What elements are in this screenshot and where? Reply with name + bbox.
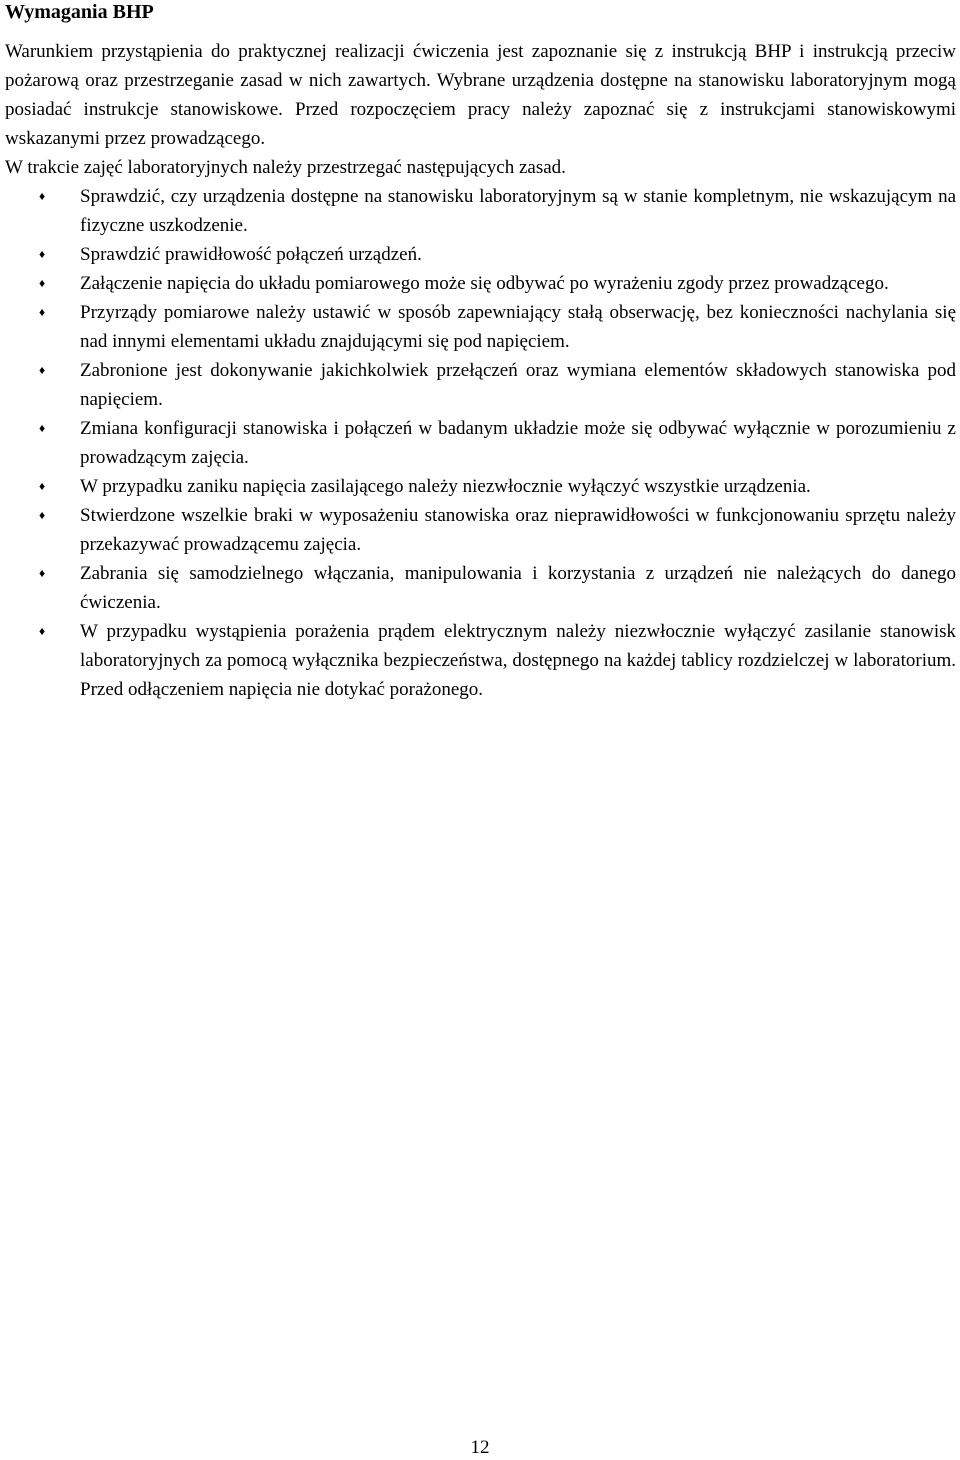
document-body — [5, 0, 956, 704]
page-number: 12 — [470, 1437, 490, 1458]
list-item — [5, 356, 956, 414]
rules-list — [5, 182, 956, 704]
diamond-bullet-icon: ♦ — [39, 566, 46, 580]
diamond-bullet-icon: ♦ — [39, 276, 46, 290]
diamond-bullet-icon: ♦ — [39, 421, 46, 435]
list-item — [5, 559, 956, 617]
diamond-bullet-icon: ♦ — [39, 508, 46, 522]
diamond-bullet-icon: ♦ — [39, 247, 46, 261]
list-item — [5, 414, 956, 472]
list-item-text: Sprawdzić, czy urządzenia dostępne na stanowisku laboratoryjnym są w stanie kompletnym, nie wskazującym na fizyczne uszkodzenie. — [80, 186, 956, 236]
list-item-text: Zabronione jest dokonywanie jakichkolwiek przełączeń oraz wymiana elementów składowych stanowiska pod napięciem. — [80, 360, 956, 410]
list-item-text: Zmiana konfiguracji stanowiska i połączeń w badanym układzie może się odbywać wyłącznie w porozumieniu z prowadzącym zajęcia. — [80, 418, 956, 468]
list-item — [5, 472, 956, 501]
diamond-bullet-icon: ♦ — [39, 479, 46, 493]
list-item — [5, 269, 956, 298]
list-item-text: Zabrania się samodzielnego włączania, manipulowania i korzystania z urządzeń nie należących do danego ćwiczenia. — [80, 563, 956, 613]
list-item-text: W przypadku zaniku napięcia zasilającego należy niezwłocznie wyłączyć wszystkie urządzenia. — [80, 476, 811, 497]
list-item-text: Stwierdzone wszelkie braki w wyposażeniu stanowiska oraz nieprawidłowości w funkcjonowaniu sprzętu należy przekazywać prowadzącemu zajęcia. — [80, 505, 956, 555]
list-item-text: Załączenie napięcia do układu pomiarowego może się odbywać po wyrażeniu zgody przez prowadzącego. — [80, 273, 889, 294]
diamond-bullet-icon: ♦ — [39, 363, 46, 377]
page-title: Wymagania BHP — [5, 1, 154, 23]
list-item — [5, 298, 956, 356]
diamond-bullet-icon: ♦ — [39, 189, 46, 203]
rules-intro: W trakcie zajęć laboratoryjnych należy przestrzegać następujących zasad. — [5, 157, 566, 178]
diamond-bullet-icon: ♦ — [39, 305, 46, 319]
diamond-bullet-icon: ♦ — [39, 624, 46, 638]
list-item-text: Przyrządy pomiarowe należy ustawić w sposób zapewniający stałą obserwację, bez konieczności nachylania się nad innymi elementami układu znajdującymi się pod napięciem. — [80, 302, 956, 352]
list-item — [5, 501, 956, 559]
intro-paragraph: Warunkiem przystąpienia do praktycznej realizacji ćwiczenia jest zapoznanie się z instrukcją BHP i instrukcją przeciw pożarową oraz przestrzeganie zasad w nich zawartych. Wybrane urządzenia dostępne na stanowisku laboratoryjnym mogą posiadać instrukcje stanowiskowe. Przed rozpoczęciem pracy należy zapoznać się z instrukcjami stanowiskowymi wskazanymi przez prowadzącego. — [5, 41, 956, 149]
list-item-text: W przypadku wystąpienia porażenia prądem elektrycznym należy niezwłocznie wyłączyć zasilanie stanowisk laboratoryjnych za pomocą wyłącznika bezpieczeństwa, dostępnego na każdej tablicy rozdzielczej w laboratorium. Przed odłączeniem napięcia nie dotykać porażonego. — [80, 621, 956, 700]
list-item — [5, 240, 956, 269]
list-item-text: Sprawdzić prawidłowość połączeń urządzeń. — [80, 244, 422, 265]
list-item — [5, 617, 956, 704]
list-item — [5, 182, 956, 240]
